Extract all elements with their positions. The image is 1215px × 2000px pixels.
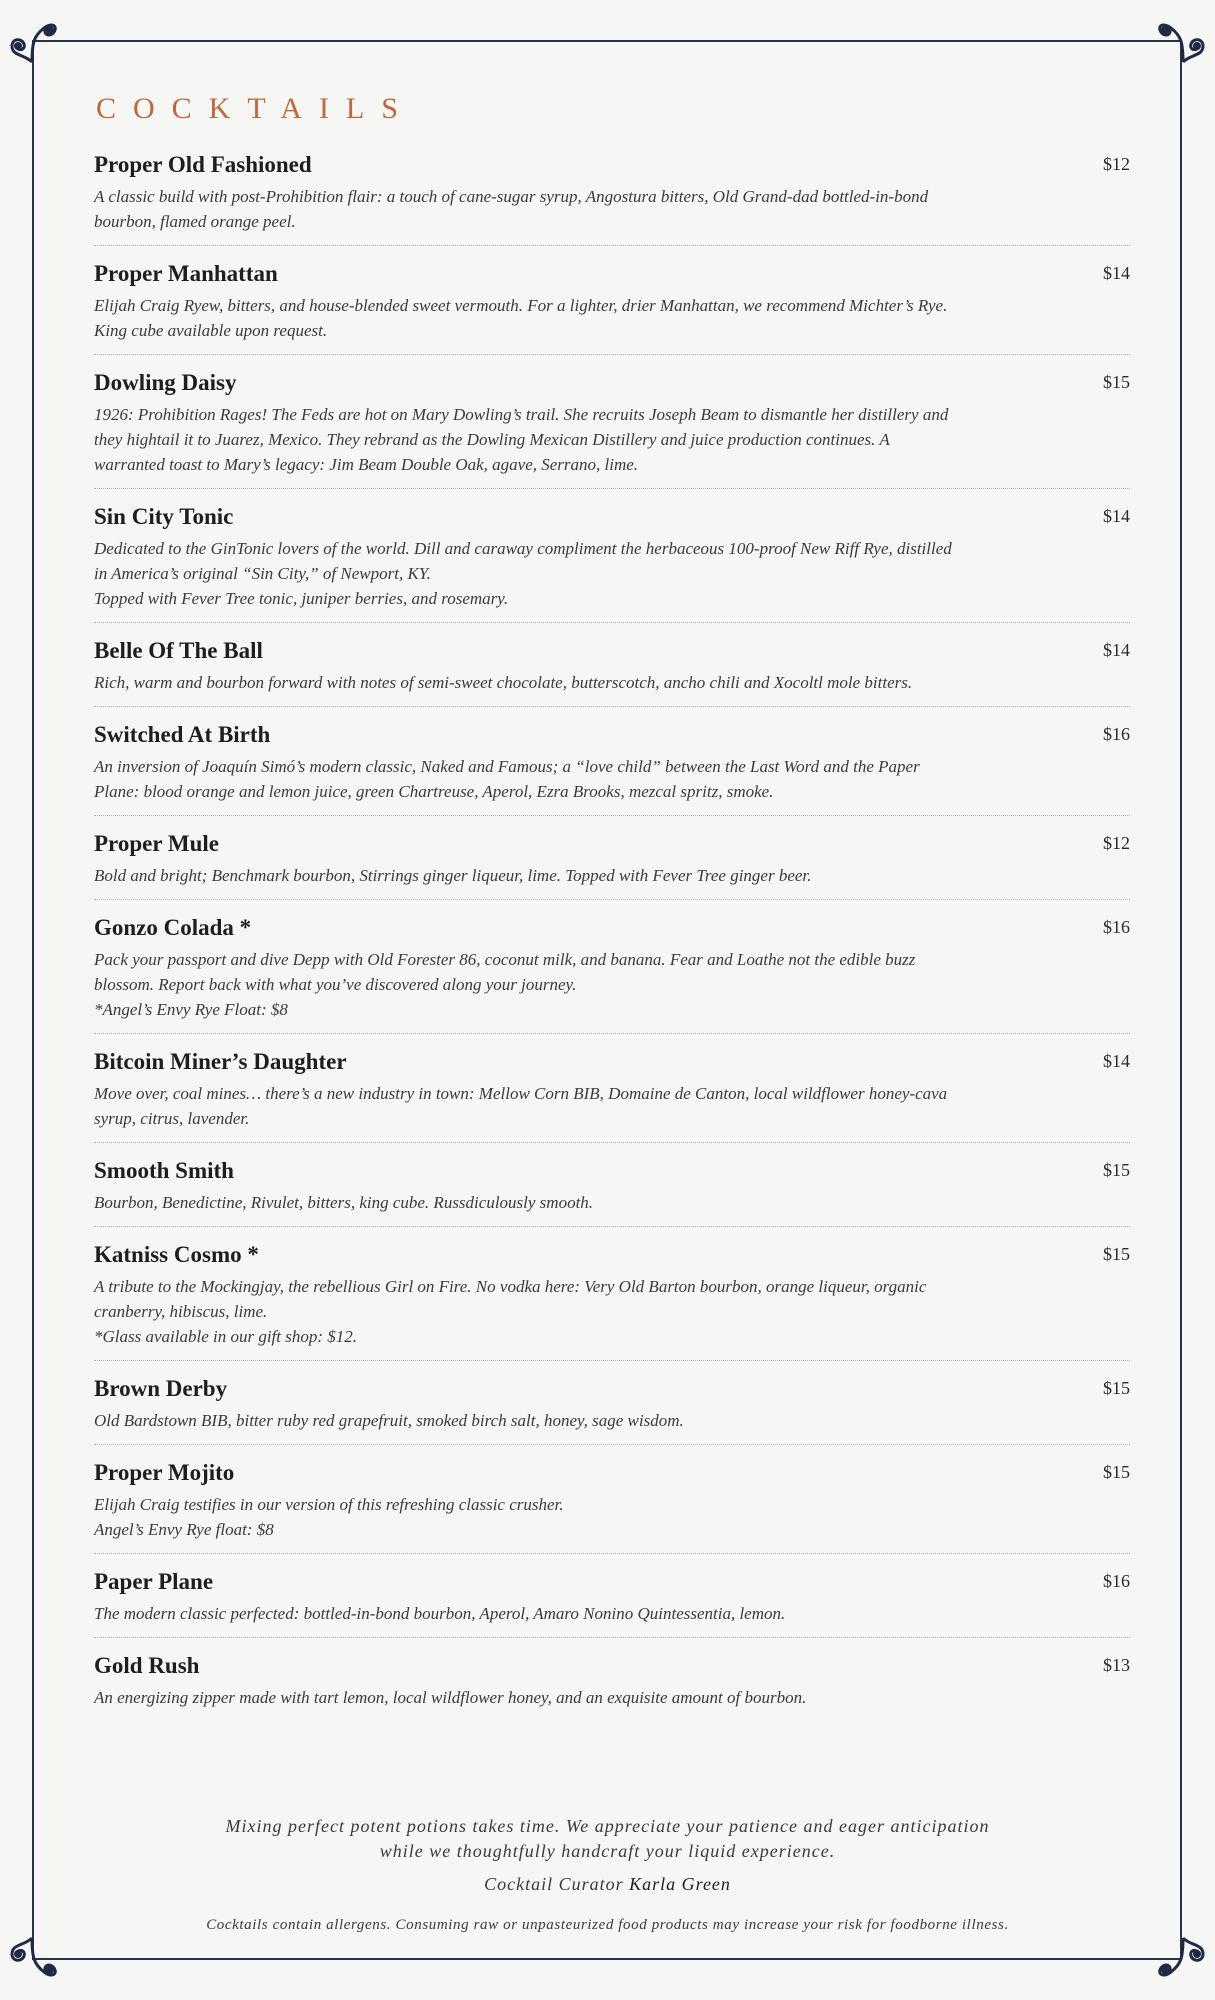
item-note: Topped with Fever Tree tonic, juniper berries, and rosemary. [94,589,509,608]
item-price: $14 [1103,1051,1130,1071]
item-description: A classic build with post-Prohibition flair: a touch of cane-sugar syrup, Angostura bitters, Old Grand-dad bottled-in-bond bourbon, flamed orange peel. [94,187,929,231]
item-price: $12 [1103,833,1130,853]
item-description: Pack your passport and dive Depp with Old Forester 86, coconut milk, and banana. Fear and Loathe not the edible buzz blossom. Report back with what you’ve discovered along your journey. [94,950,916,994]
item-name: Paper Plane [94,1569,214,1594]
item-description: Elijah Craig testifies in our version of this refreshing classic crusher. [94,1495,564,1514]
item-description: The modern classic perfected: bottled-in-bond bourbon, Aperol, Amaro Nonino Quintessentia, lemon. [94,1604,786,1623]
flourish-ornament-icon [4,12,60,68]
curator-name: Karla Green [629,1874,731,1894]
menu-item [94,1240,1130,1361]
item-price: $15 [1103,372,1130,392]
item-note: Angel’s Envy Rye float: $8 [94,1520,274,1539]
item-name: Proper Old Fashioned [94,152,312,177]
item-description: Old Bardstown BIB, bitter ruby red grapefruit, smoked birch salt, honey, sage wisdom. [94,1411,684,1430]
item-name: Belle Of The Ball [94,638,263,663]
item-price: $15 [1103,1378,1130,1398]
footer-note-line-1: Mixing perfect potent potions takes time. We appreciate your patience and eager anticipation [225,1816,990,1836]
item-description: Move over, coal mines… there’s a new industry in town: Mellow Corn BIB, Domaine de Canton, local wildflower honey-cava syrup, citrus, lavender. [94,1084,948,1128]
menu-item [94,1458,1130,1554]
menu-item [94,913,1130,1034]
item-name: Dowling Daisy [94,370,237,395]
curator-credit [100,1874,1115,1895]
item-price: $13 [1103,1655,1130,1675]
footer-note-line-2: while we thoughtfully handcraft your liquid experience. [379,1841,836,1861]
item-price: $16 [1103,917,1130,937]
item-price: $15 [1103,1244,1130,1264]
menu-item [94,720,1130,816]
menu-item [94,1156,1130,1227]
item-name: Proper Mule [94,831,219,856]
menu-item [94,368,1130,489]
item-name: Smooth Smith [94,1158,234,1183]
item-description: An inversion of Joaquín Simó’s modern classic, Naked and Famous; a “love child” between the Last Word and the Paper Plane: blood orange and lemon juice, green Chartreuse, Aperol, Ezra Brooks, mezcal spritz, smoke. [94,757,920,801]
item-price: $16 [1103,724,1130,744]
menu-item [94,150,1130,246]
menu-item [94,1651,1130,1721]
menu-item [94,1567,1130,1638]
item-price: $16 [1103,1571,1130,1591]
footer [100,1814,1115,1934]
flourish-ornament-icon [4,1932,60,1988]
cocktail-menu [94,150,1130,1734]
item-description: Bold and bright; Benchmark bourbon, Stirrings ginger liqueur, lime. Topped with Fever Tree ginger beer. [94,866,812,885]
menu-item [94,502,1130,623]
item-description: Elijah Craig Ryew, bitters, and house-blended sweet vermouth. For a lighter, drier Manhattan, we recommend Michter’s Rye. King cube available upon request. [94,296,948,340]
item-name: Proper Mojito [94,1460,235,1485]
item-name: Bitcoin Miner’s Daughter [94,1049,347,1074]
item-price: $12 [1103,154,1130,174]
item-name: Switched At Birth [94,722,271,747]
item-description: Dedicated to the GinTonic lovers of the world. Dill and caraway compliment the herbaceous 100-proof New Riff Rye, distilled in America’s original “Sin City,” of Newport, KY. [94,539,952,583]
item-description: 1926: Prohibition Rages! The Feds are hot on Mary Dowling’s trail. She recruits Joseph Beam to dismantle her distillery and they hightail it to Juarez, Mexico. They rebrand as the Dowling Mexican Distillery and juice production continues. A warranted toast to Mary’s legacy: Jim Beam Double Oak, agave, Serrano, lime. [94,405,949,474]
flourish-ornament-icon [1155,1932,1211,1988]
menu-item [94,636,1130,707]
item-price: $14 [1103,640,1130,660]
item-description: Bourbon, Benedictine, Rivulet, bitters, king cube. Russdiculously smooth. [94,1193,594,1212]
item-name: Sin City Tonic [94,504,234,529]
menu-item [94,829,1130,900]
item-name: Katniss Cosmo * [94,1242,259,1267]
item-name: Gonzo Colada * [94,915,252,940]
item-description: Rich, warm and bourbon forward with notes of semi-sweet chocolate, butterscotch, ancho chili and Xocoltl mole bitters. [94,673,913,692]
menu-item [94,1374,1130,1445]
menu-item [94,1047,1130,1143]
item-price: $14 [1103,506,1130,526]
curator-label: Cocktail Curator [484,1874,624,1894]
item-description: An energizing zipper made with tart lemon, local wildflower honey, and an exquisite amount of bourbon. [94,1688,807,1707]
item-price: $15 [1103,1160,1130,1180]
item-name: Brown Derby [94,1376,228,1401]
item-price: $14 [1103,263,1130,283]
section-title: COCKTAILS [96,92,415,125]
item-description: A tribute to the Mockingjay, the rebellious Girl on Fire. No vodka here: Very Old Barton bourbon, orange liqueur, organic cranberry, hibiscus, lime. [94,1277,927,1321]
item-note: *Angel’s Envy Rye Float: $8 [94,1000,288,1019]
item-price: $15 [1103,1462,1130,1482]
menu-item [94,259,1130,355]
allergen-notice: Cocktails contain allergens. Consuming raw or unpasteurized food products may increase your risk for foodborne illness. [206,1917,1009,1933]
item-note: *Glass available in our gift shop: $12. [94,1327,358,1346]
item-name: Gold Rush [94,1653,200,1678]
item-name: Proper Manhattan [94,261,278,286]
flourish-ornament-icon [1155,12,1211,68]
